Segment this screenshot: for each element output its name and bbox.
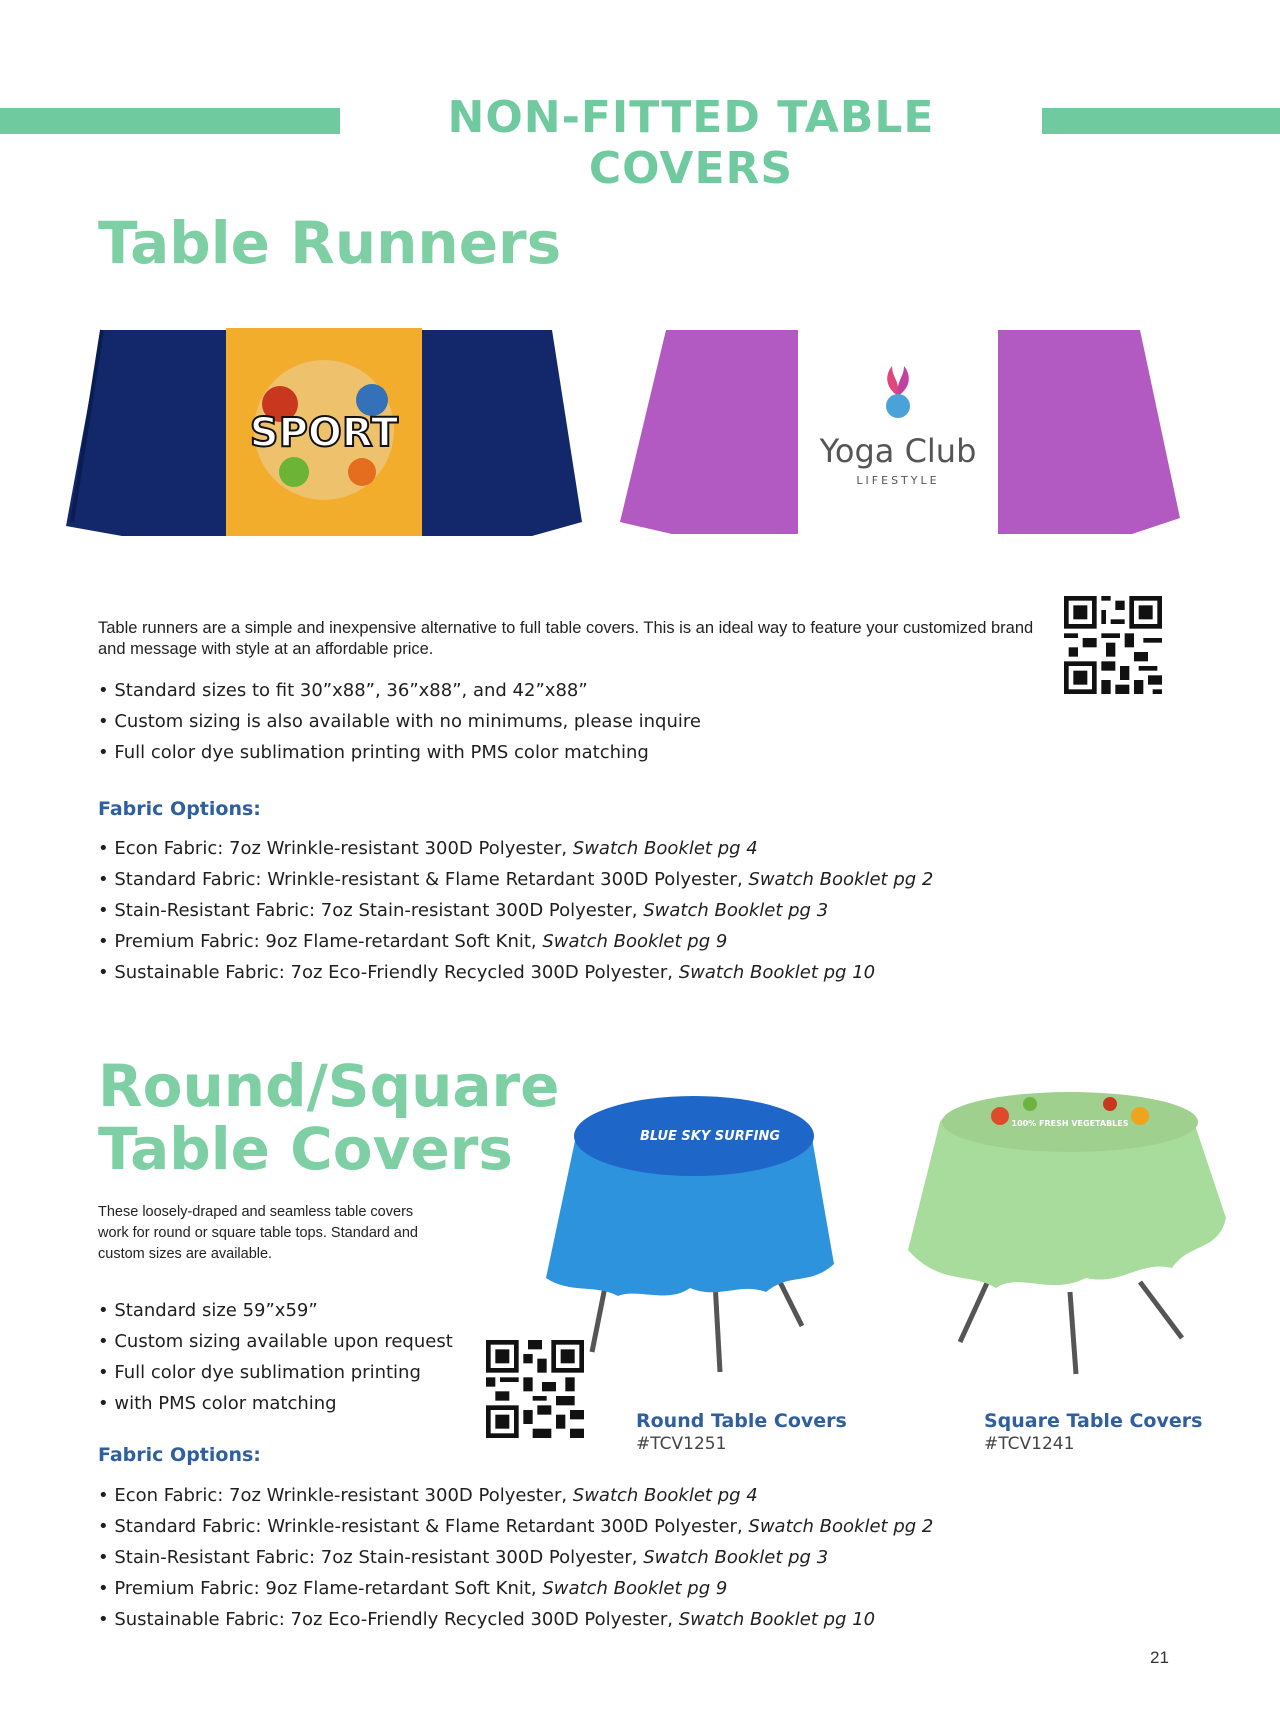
sport-runner-image <box>62 322 592 542</box>
round-bullet-list <box>98 1300 453 1424</box>
yoga-sub-text: LIFESTYLE <box>856 474 940 487</box>
list-item: • Custom sizing available upon request <box>98 1331 453 1362</box>
blue-logo-text: BLUE SKY SURFING <box>639 1129 781 1144</box>
runner-bullet-list <box>98 680 701 773</box>
green-logo-text: 100% FRESH VEGETABLES <box>1011 1119 1129 1128</box>
sport-text: SPORT <box>249 410 399 456</box>
qr-code-icon <box>1064 596 1162 694</box>
runners-intro: Table runners are a simple and inexpensive alternative to full table covers. This is an ideal way to feature your customized brand and message with style at an affordable price. <box>98 619 1034 658</box>
fabric-options-list <box>98 1485 933 1640</box>
square-caption-sku: #TCV1241 <box>984 1434 1075 1454</box>
yoga-runner-image <box>620 322 1190 542</box>
page-number: 21 <box>1150 1648 1169 1667</box>
header-bar-right <box>1042 108 1280 134</box>
list-item: • Stain-Resistant Fabric: 7oz Stain-resistant 300D Polyester, Swatch Booklet pg 3 <box>98 1547 933 1578</box>
round-square-heading: Round/Square Table Covers <box>98 1052 560 1183</box>
header-bar-left <box>0 108 340 134</box>
square-caption-title: Square Table Covers <box>984 1410 1203 1432</box>
list-item: • Premium Fabric: 9oz Flame-retardant Soft Knit, Swatch Booklet pg 9 <box>98 931 933 962</box>
list-item: • Econ Fabric: 7oz Wrinkle-resistant 300D Polyester, Swatch Booklet pg 4 <box>98 1485 933 1516</box>
list-item: • Stain-Resistant Fabric: 7oz Stain-resistant 300D Polyester, Swatch Booklet pg 3 <box>98 900 933 931</box>
list-item: • with PMS color matching <box>98 1393 453 1424</box>
square-table-cover-image <box>900 1082 1230 1382</box>
list-item: • Econ Fabric: 7oz Wrinkle-resistant 300D Polyester, Swatch Booklet pg 4 <box>98 838 933 869</box>
fabric-options-list <box>98 838 933 993</box>
list-item: • Standard sizes to fit 30”x88”, 36”x88”, and 42”x88” <box>98 680 701 711</box>
list-item: • Standard Fabric: Wrinkle-resistant & Flame Retardant 300D Polyester, Swatch Booklet pg 2 <box>98 869 933 900</box>
list-item: • Sustainable Fabric: 7oz Eco-Friendly Recycled 300D Polyester, Swatch Booklet pg 10 <box>98 962 933 993</box>
round-caption-sku: #TCV1251 <box>636 1434 727 1454</box>
square-caption <box>984 1410 1202 1454</box>
round-table-cover-image <box>540 1082 840 1382</box>
yoga-text: Yoga Club <box>819 432 977 470</box>
round-intro: These loosely-draped and seamless table covers work for round or square table tops. Standard and custom sizes are available. <box>98 1204 418 1262</box>
fabric-options-heading: Fabric Options: <box>98 798 261 820</box>
table-runners-heading: Table Runners <box>98 209 562 277</box>
list-item: • Sustainable Fabric: 7oz Eco-Friendly Recycled 300D Polyester, Swatch Booklet pg 10 <box>98 1609 933 1640</box>
list-item: • Full color dye sublimation printing <box>98 1362 453 1393</box>
page-title: NON-FITTED TABLE COVERS <box>447 92 935 194</box>
list-item: • Premium Fabric: 9oz Flame-retardant Soft Knit, Swatch Booklet pg 9 <box>98 1578 933 1609</box>
list-item: • Custom sizing is also available with no minimums, please inquire <box>98 711 701 742</box>
round-caption <box>636 1410 847 1454</box>
list-item: • Standard Fabric: Wrinkle-resistant & Flame Retardant 300D Polyester, Swatch Booklet pg 2 <box>98 1516 933 1547</box>
round-caption-title: Round Table Covers <box>636 1410 847 1432</box>
list-item: • Full color dye sublimation printing with PMS color matching <box>98 742 701 773</box>
list-item: • Standard size 59”x59” <box>98 1300 453 1331</box>
fabric-options-heading: Fabric Options: <box>98 1444 261 1466</box>
